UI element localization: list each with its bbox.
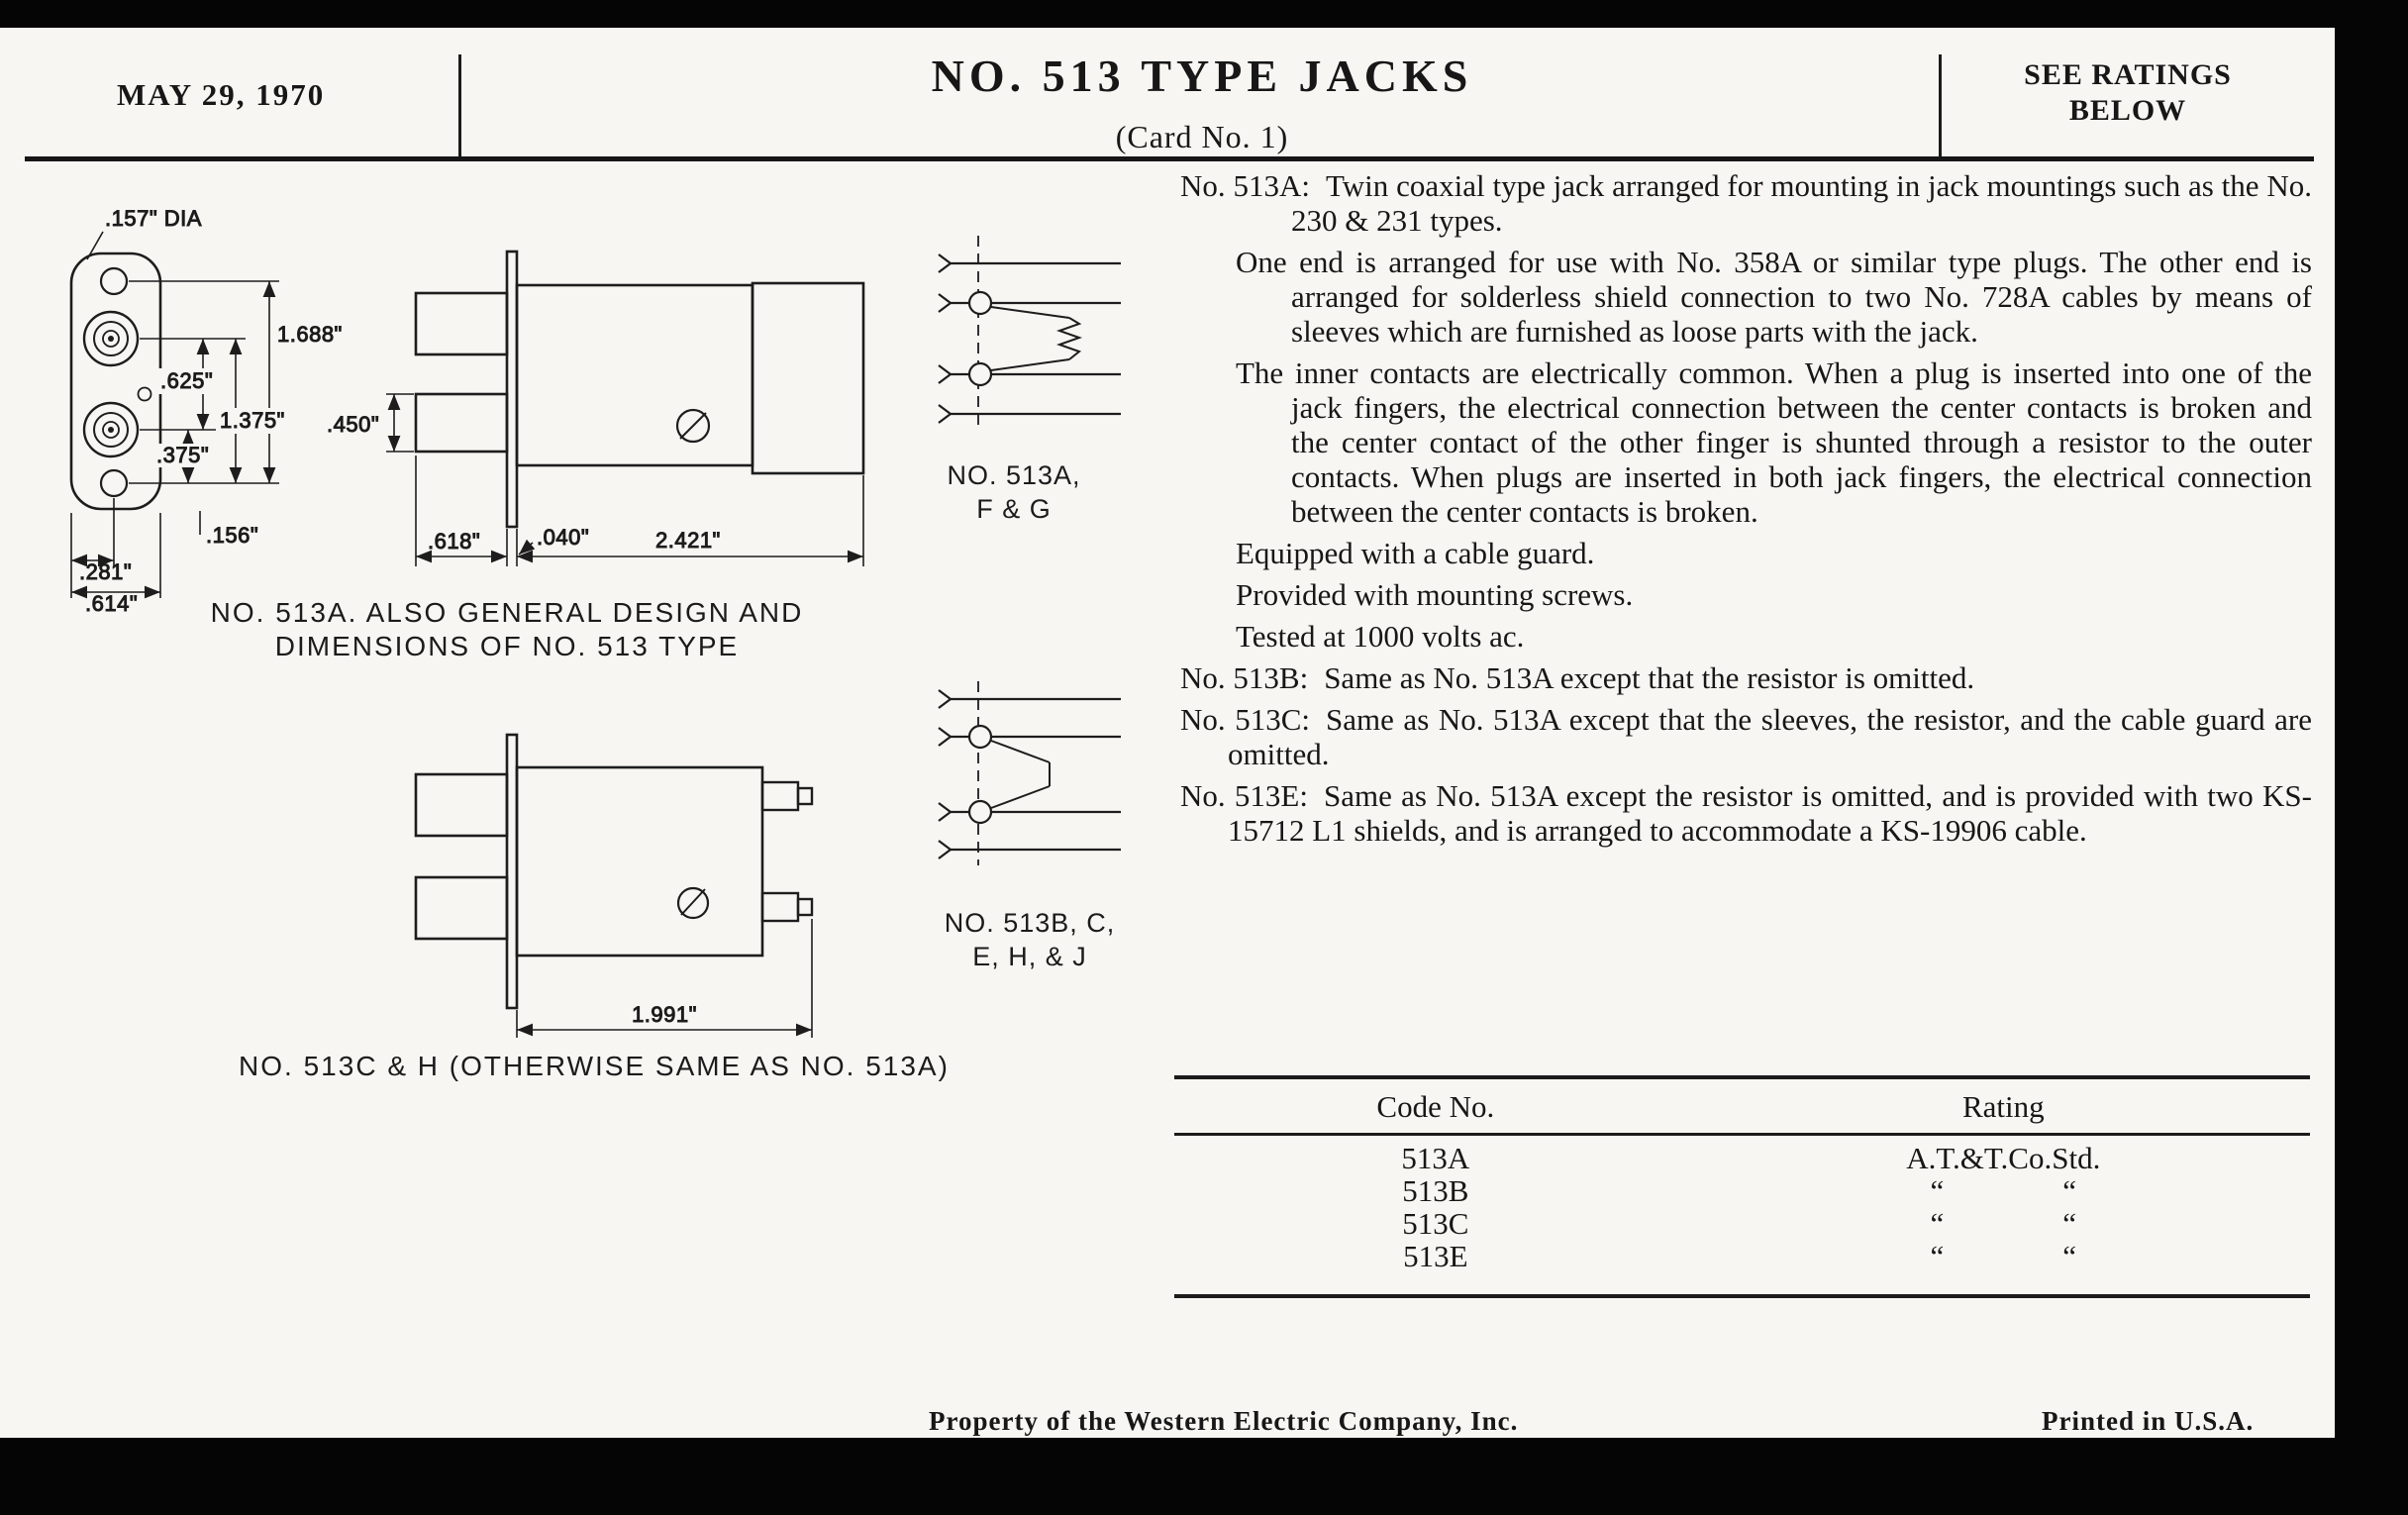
dim-614: .614" <box>85 591 139 616</box>
property-notice: Property of the Western Electric Company, Inc. <box>929 1406 1519 1436</box>
dim-156: .156" <box>206 523 259 548</box>
paragraph-lead: No. 513B: <box>1180 660 1309 696</box>
side-view-a-drawing <box>327 252 863 566</box>
column-header-code: Code No. <box>1376 1089 1495 1124</box>
code-value: 513E <box>1403 1239 1468 1273</box>
paragraph-text: Same as No. 513A except that the resistor is omitted. <box>1324 660 1975 696</box>
dim-375: .375" <box>156 443 210 467</box>
document-page <box>0 28 2335 1438</box>
paragraph-tested <box>1180 619 2312 654</box>
paragraph-text: Twin coaxial type jack arranged for mounting in jack mountings such as the No. 230 & 231 types. <box>1291 168 2312 239</box>
paragraph-lead: No. 513A: <box>1180 168 1310 203</box>
ratings-table <box>1174 1075 2310 1298</box>
mounting-hole-top <box>101 268 127 294</box>
ditto-mark: “ <box>2062 1173 2077 1208</box>
column-header-rating: Rating <box>1961 1089 2045 1124</box>
ditto-mark: “ <box>1930 1239 1945 1273</box>
paragraph-one-end <box>1180 245 2312 349</box>
paragraph-text: Equipped with a cable guard. <box>1236 536 1595 571</box>
schematic-513b <box>939 681 1121 865</box>
printed-in-usa: Printed in U.S.A. <box>2042 1406 2255 1436</box>
caption-513a-line1: NO. 513A. ALSO GENERAL DESIGN AND <box>210 597 804 628</box>
contact-node <box>969 726 991 748</box>
mounting-flange <box>507 252 517 527</box>
schematic-b-wires <box>939 690 1121 858</box>
sleeve-lower <box>416 877 507 939</box>
jack-finger-upper <box>84 312 138 365</box>
jack-body <box>517 285 752 465</box>
jack-finger-lower <box>84 403 138 456</box>
code-value: 513B <box>1402 1173 1469 1208</box>
table-header-row <box>1174 1079 2310 1136</box>
screw-symbol <box>677 410 709 442</box>
ratings-note-line2: BELOW <box>2068 94 2187 127</box>
paragraph-513e <box>1180 778 2312 848</box>
schematic-a-label-line2: F & G <box>976 494 1052 524</box>
rating-ditto <box>1697 1240 2310 1272</box>
description-text <box>1180 168 2312 855</box>
schematic-a-label-line1: NO. 513A, <box>947 460 1081 490</box>
header-divider-right <box>1939 54 1942 156</box>
paragraph-text: One end is arranged for use with No. 358A or similar type plugs. The other end is arranged for solderless shield connection to two No. 728A cables by means of sleeves which are furnished as loose parts with the jack. <box>1236 245 2312 350</box>
table-body <box>1174 1136 2310 1294</box>
paragraph-lead: No. 513C: <box>1180 702 1310 738</box>
paragraph-text: Provided with mounting screws. <box>1236 577 1634 613</box>
header-rule <box>25 156 2314 161</box>
contact-node <box>969 292 991 314</box>
dim-625: .625" <box>160 368 214 393</box>
front-view-drawing <box>71 206 343 616</box>
dim-1375: 1.375" <box>220 408 285 433</box>
code-value: 513A <box>1401 1141 1470 1175</box>
caption-513c: NO. 513C & H (OTHERWISE SAME AS NO. 513A) <box>239 1051 950 1081</box>
dim-281: .281" <box>79 559 133 584</box>
paragraph-text: The inner contacts are electrically common. When a plug is inserted into one of the jack fingers, the electrical connection between the center contacts is broken and the center contact of the other finger is shunted through a resistor to the outer contacts. When plugs are inserted in both jack fingers, the electrical connection between the center contacts is broken. <box>1236 355 2312 530</box>
page-title: NO. 513 TYPE JACKS <box>931 50 1473 101</box>
schematic-b-label-line1: NO. 513B, C, <box>944 908 1116 938</box>
paragraph-text: Same as No. 513A except the resistor is omitted, and is provided with two KS-15712 L1 shields, and is arranged to accommodate a KS-19906 cable. <box>1228 778 2312 849</box>
dim-1991: 1.991" <box>632 1002 697 1027</box>
ratings-note-line1: SEE RATINGS <box>2024 58 2232 91</box>
dim-1688: 1.688" <box>277 322 343 347</box>
paragraph-text: Tested at 1000 volts ac. <box>1236 619 1525 655</box>
side-view-c-drawing <box>416 735 812 1038</box>
header-divider-left <box>458 54 461 156</box>
ditto-mark: “ <box>2062 1239 2077 1273</box>
table-row <box>1174 1240 2310 1272</box>
code-value: 513C <box>1402 1206 1469 1241</box>
dim-040: .040" <box>537 525 590 550</box>
dim-450: .450" <box>327 412 380 437</box>
page-subtitle: (Card No. 1) <box>1115 119 1289 154</box>
sleeve-upper <box>416 293 507 354</box>
schematic-513a <box>939 236 1121 430</box>
sleeve-lower <box>416 394 507 452</box>
shunt-wire <box>991 741 1050 808</box>
document-date: MAY 29, 1970 <box>117 77 326 112</box>
rating-ditto <box>1697 1174 2310 1207</box>
ditto-mark: “ <box>1930 1206 1945 1241</box>
ditto-mark: “ <box>2062 1206 2077 1241</box>
paragraph-lead: No. 513E: <box>1180 778 1308 814</box>
rating-value: A.T.&T.Co.Std. <box>1906 1141 2101 1175</box>
resistor-branch <box>991 307 1079 370</box>
rating-ditto <box>1697 1207 2310 1240</box>
ditto-mark: “ <box>1930 1173 1945 1208</box>
paragraph-513a <box>1180 168 2312 238</box>
terminal-prong-lower <box>762 893 812 921</box>
table-row <box>1174 1207 2310 1240</box>
screw-symbol <box>678 888 708 918</box>
paragraph-513c <box>1180 702 2312 771</box>
dim-157-dia: .157" DIA <box>105 206 202 231</box>
paragraph-cable-guard <box>1180 536 2312 570</box>
jack-body <box>517 767 762 956</box>
technical-drawings <box>35 176 1183 1127</box>
table-row <box>1174 1142 2310 1174</box>
mounting-flange <box>507 735 517 1008</box>
paragraph-513b <box>1180 660 2312 695</box>
paragraph-mounting-screws <box>1180 577 2312 612</box>
ratings-note <box>1943 57 2313 129</box>
terminal-prong-upper <box>762 782 812 810</box>
paragraph-text: Same as No. 513A except that the sleeves, the resistor, and the cable guard are omitted. <box>1228 702 2312 772</box>
schematic-b-label-line2: E, H, & J <box>972 942 1087 971</box>
schematic-a-wires <box>939 254 1121 423</box>
dim-2421: 2.421" <box>655 528 721 553</box>
resistor-symbol <box>1059 318 1079 359</box>
paragraph-inner-contacts <box>1180 355 2312 529</box>
caption-513a-line2: DIMENSIONS OF NO. 513 TYPE <box>274 631 740 661</box>
contact-node <box>969 801 991 823</box>
jack-end-cap <box>752 283 863 473</box>
sleeve-upper <box>416 774 507 836</box>
small-hole <box>139 388 151 401</box>
dim-618: .618" <box>428 529 481 554</box>
table-row <box>1174 1174 2310 1207</box>
mounting-hole-bottom <box>101 470 127 496</box>
contact-node <box>969 363 991 385</box>
